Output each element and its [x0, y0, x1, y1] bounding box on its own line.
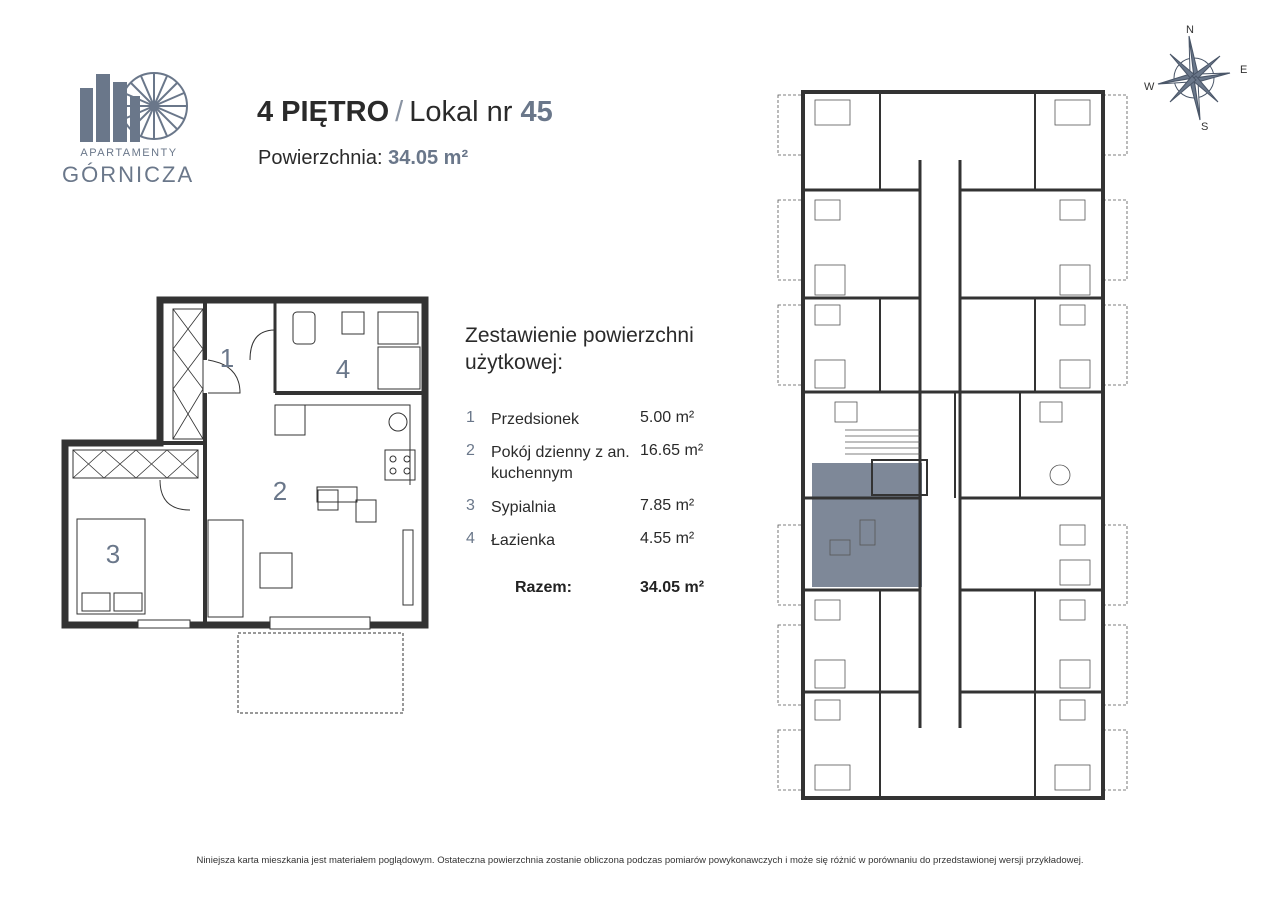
- room-area: 4.55 m²: [640, 530, 695, 547]
- room-number: 3: [466, 497, 475, 514]
- room-number: 4: [466, 530, 475, 547]
- room-area: 16.65 m²: [640, 442, 704, 459]
- summary-title: Zestawienie powierzchni użytkowej:: [465, 324, 694, 374]
- total-value: 34.05 m²: [640, 579, 705, 596]
- room-label-2: 2: [272, 476, 288, 506]
- room-area: 7.85 m²: [640, 497, 695, 514]
- unit-number: 45: [520, 96, 553, 128]
- room-label-4: 4: [335, 354, 351, 384]
- compass-s: S: [1201, 121, 1209, 133]
- compass-n: N: [1186, 24, 1194, 36]
- room-name: Łazienka: [491, 532, 556, 549]
- room-label-1: 1: [219, 343, 235, 373]
- room-name: Sypialnia: [491, 499, 556, 516]
- room-name: Pokój dzienny z an. kuchennym: [491, 444, 630, 482]
- highlighted-unit: [812, 463, 922, 587]
- area-value: 34.05 m²: [388, 147, 469, 169]
- area-line: [258, 147, 468, 170]
- building-floor-plan: [770, 80, 1135, 800]
- total-label: Razem:: [515, 579, 572, 596]
- room-name: Przedsionek: [491, 411, 580, 428]
- disclaimer: Niniejsza karta mieszkania jest materiałem poglądowym. Ostateczna powierzchnia zostanie obliczona podczas pomiarów powykonawczych i może się różnić w porównaniu do przedstawionej wersji przykładowej.: [196, 855, 1084, 866]
- unit-floor-plan: [60, 295, 440, 725]
- floor-label: 4 PIĘTRO: [257, 96, 390, 128]
- room-area: 5.00 m²: [640, 409, 695, 426]
- title-separator: /: [395, 96, 404, 128]
- unit-label: Lokal nr: [409, 96, 513, 128]
- room-number: 2: [466, 442, 475, 459]
- logo-text-bottom: GÓRNICZA: [62, 162, 195, 187]
- page-title: [257, 96, 553, 129]
- area-label: Powierzchnia:: [258, 147, 383, 169]
- room-label-3: 3: [105, 539, 121, 569]
- compass-w: W: [1144, 81, 1155, 93]
- compass-icon: [1140, 22, 1250, 134]
- logo-text-top: APARTAMENTY: [80, 147, 178, 159]
- room-number: 1: [466, 409, 475, 426]
- compass-e: E: [1240, 64, 1248, 76]
